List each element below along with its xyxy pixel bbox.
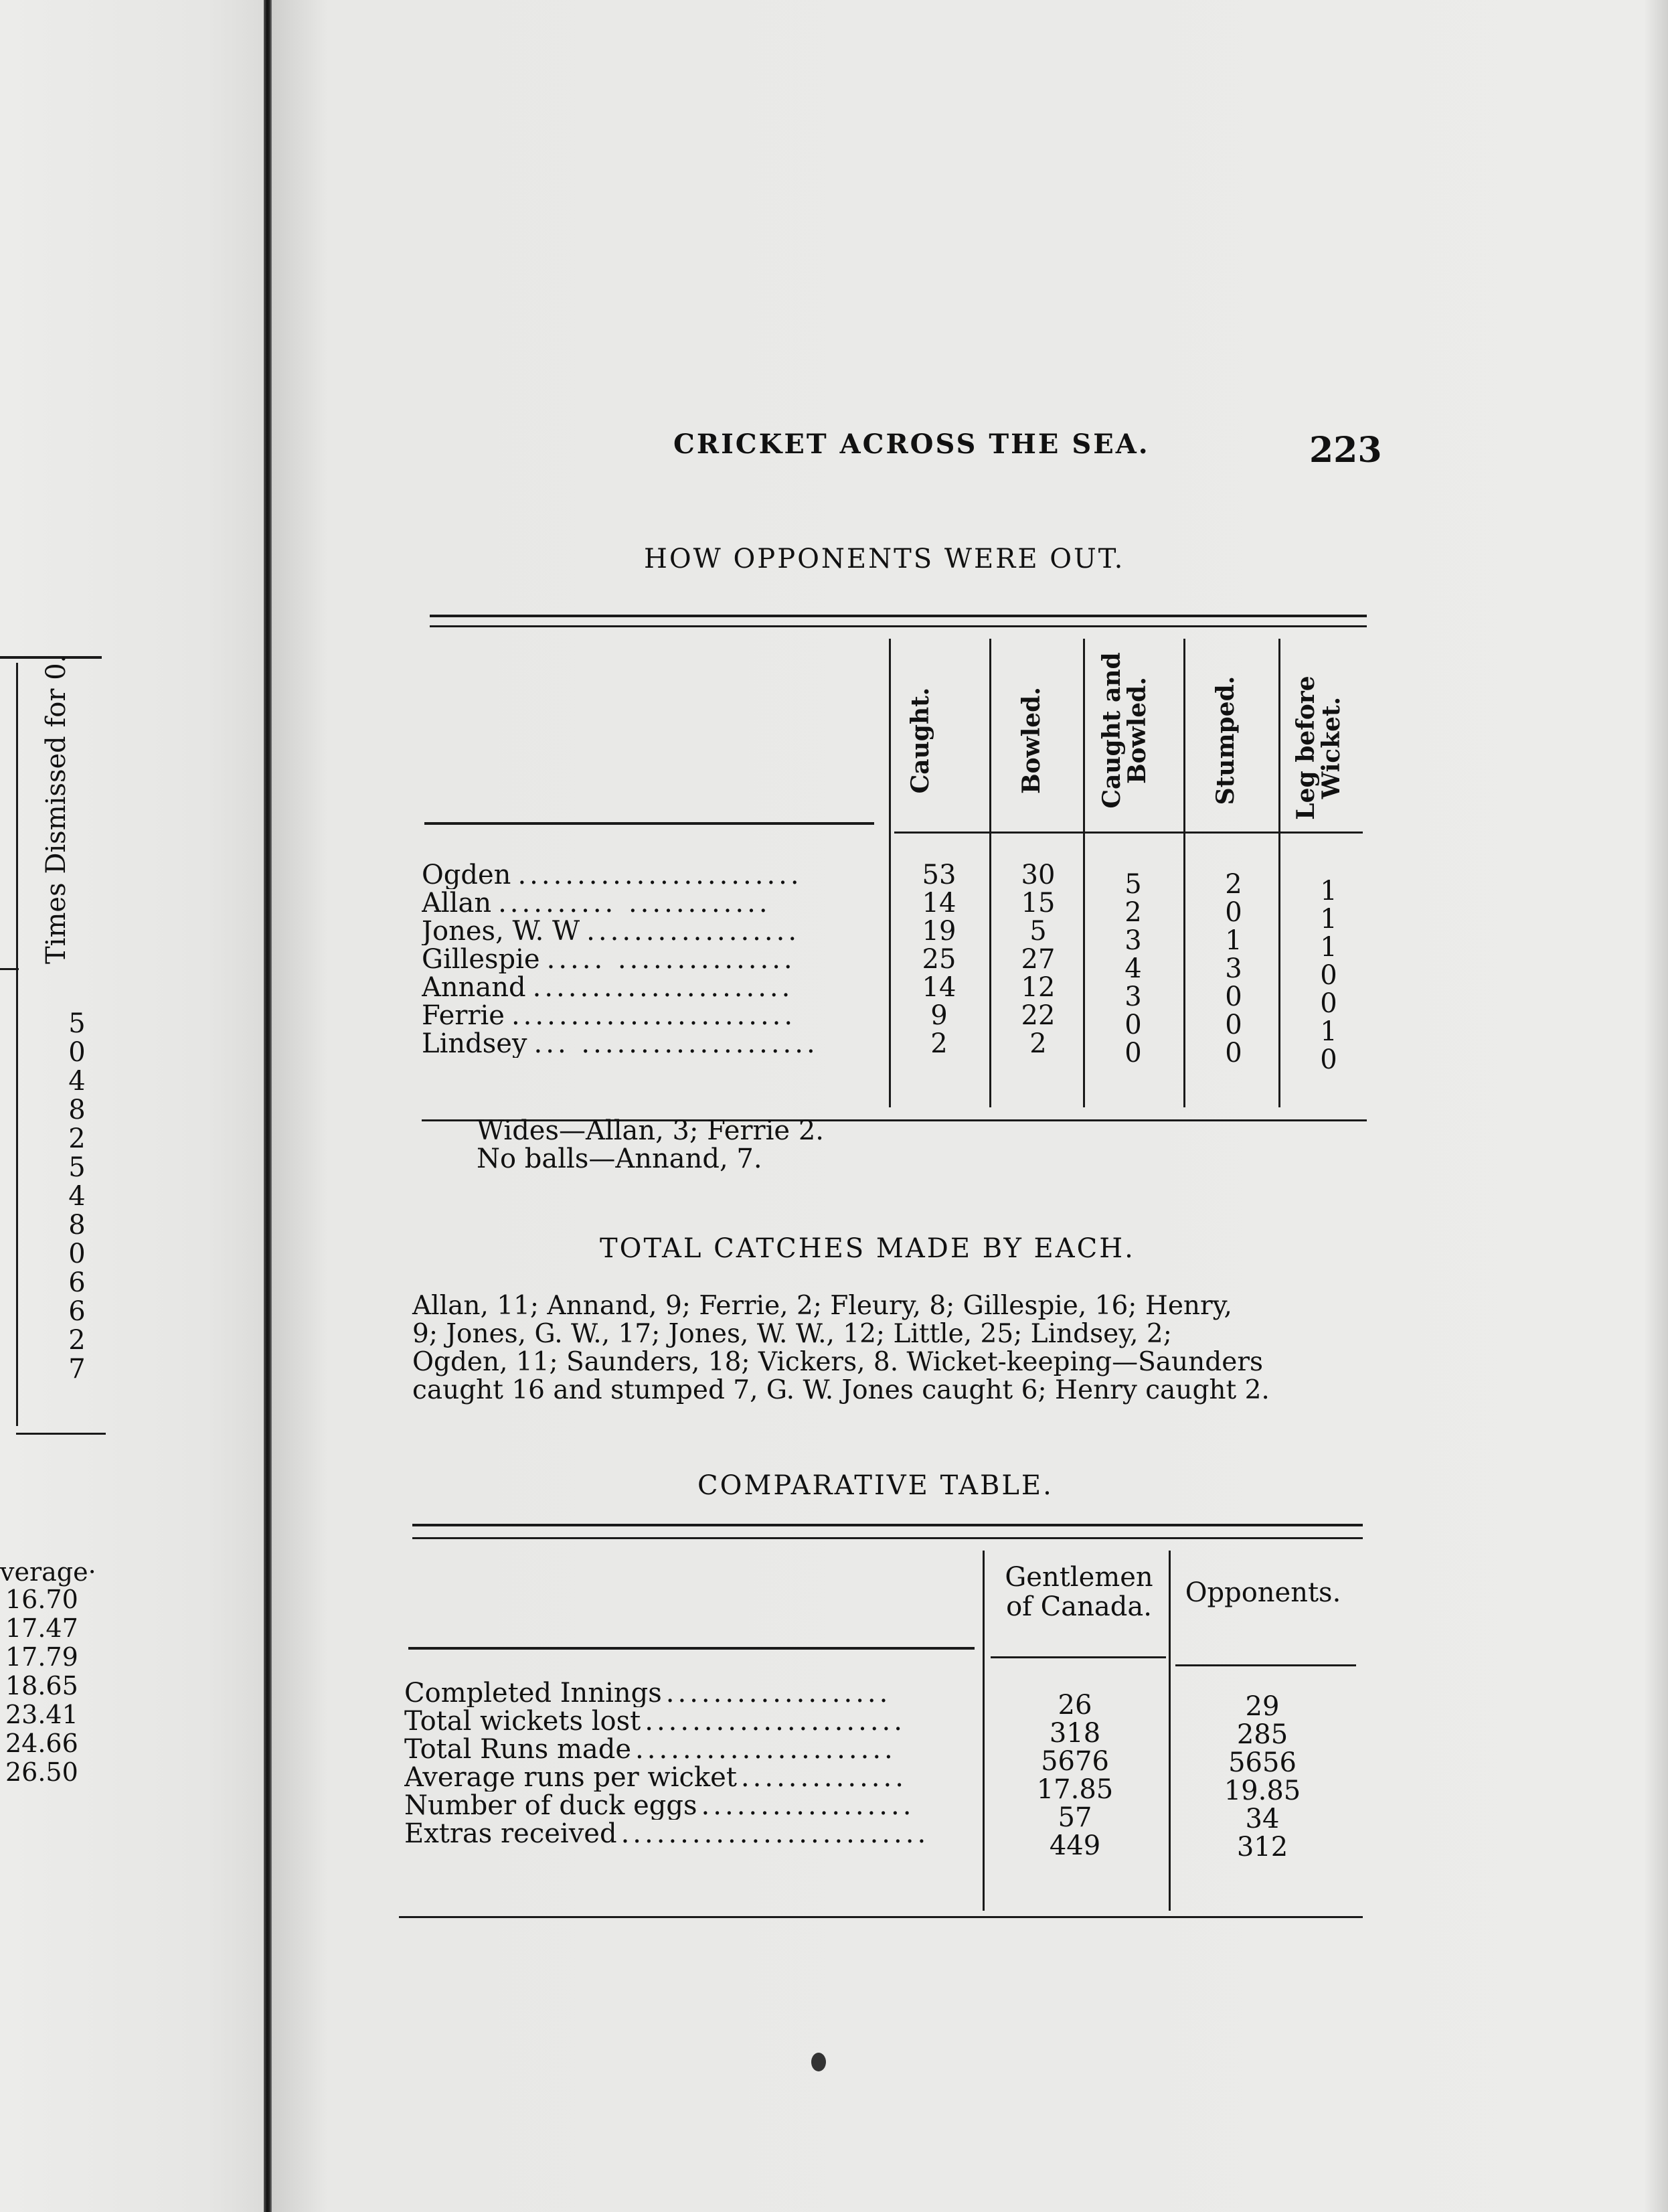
how-out-value: 0: [1320, 960, 1337, 991]
page-number: 223: [1309, 430, 1382, 471]
left-table-bottom-rule: [16, 1433, 106, 1435]
how-out-value: 4: [1124, 953, 1142, 984]
comparative-row: [404, 1763, 980, 1792]
catches-line: 9; Jones, G. W., 17; Jones, W. W., 12; Little, 25; Lindsey, 2;: [412, 1319, 1172, 1349]
comparative-label: Number of duck eggs: [404, 1792, 697, 1820]
how-out-value: 0: [1225, 897, 1242, 928]
player-row: [422, 973, 884, 1002]
how-out-value: 5: [1029, 916, 1047, 947]
player-name: Gillespie: [422, 945, 540, 973]
comparative-col-header-rule: [991, 1656, 1166, 1658]
times-dismissed-value: 8: [68, 1095, 86, 1125]
average-value: 16.70: [5, 1585, 78, 1614]
col-header-gentlemen-label: Gentlemen of Canada.: [1005, 1562, 1153, 1622]
how-out-column: [1190, 870, 1277, 1067]
book-spine: [264, 0, 272, 2212]
times-dismissed-value: 2: [68, 1123, 86, 1154]
opponents-value: 312: [1236, 1832, 1288, 1863]
leader-dots: ..........................: [620, 1820, 930, 1848]
leader-dots: ......................: [635, 1735, 896, 1763]
header-leg-before-wicket: [1293, 664, 1344, 832]
comparative-label: Average runs per wicket: [404, 1763, 737, 1792]
comparative-row: [404, 1707, 980, 1735]
player-row: [422, 917, 884, 945]
times-dismissed-header: [41, 654, 72, 964]
player-row: [422, 945, 884, 973]
average-value: 17.47: [5, 1613, 78, 1643]
how-out-value: 22: [1021, 1000, 1056, 1031]
col-header-opponents: [1179, 1577, 1347, 1608]
how-out-top-rule-2: [430, 625, 1367, 627]
page-edge: [1644, 0, 1668, 2212]
leader-dots: ...................: [665, 1679, 892, 1707]
gentlemen-value: 5676: [1041, 1746, 1109, 1777]
how-out-column: [896, 861, 983, 1058]
how-out-column: [1090, 870, 1177, 1067]
times-dismissed-value: 6: [68, 1296, 86, 1327]
times-dismissed-label: Times Dismissed for 0.: [41, 654, 72, 964]
header-bowled-label: Bowled.: [1017, 687, 1046, 794]
how-out-col-divider: [889, 639, 891, 1107]
header-caught-and-bowled: [1099, 633, 1150, 827]
how-out-value: 1: [1320, 904, 1337, 935]
opponents-value: 5656: [1228, 1747, 1297, 1778]
average-label: verage·: [0, 1557, 96, 1587]
comparative-bottom-rule: [399, 1916, 1363, 1918]
gentlemen-value: 17.85: [1036, 1774, 1114, 1805]
gentlemen-value: 57: [1058, 1802, 1092, 1833]
header-stumped: [1213, 660, 1238, 821]
player-name: Annand: [422, 973, 526, 1002]
comparative-row: [404, 1679, 980, 1707]
comparative-row: [404, 1820, 980, 1848]
times-dismissed-value: 5: [68, 1152, 86, 1183]
player-name: Lindsey: [422, 1030, 527, 1058]
col-header-opponents-label: Opponents.: [1185, 1577, 1341, 1608]
gentlemen-value: 449: [1049, 1830, 1101, 1861]
leader-dots: ......................: [532, 973, 794, 1002]
how-out-value: 53: [922, 860, 956, 890]
comparative-row: [404, 1792, 980, 1820]
how-out-value: 2: [1124, 897, 1142, 928]
how-out-col-divider: [1278, 639, 1280, 1107]
catches-line: Ogden, 11; Saunders, 18; Vickers, 8. Wicket-keeping—Saunders: [412, 1347, 1263, 1377]
header-leg-before-wicket-label: Leg before Wicket.: [1292, 676, 1345, 820]
average-value: 18.65: [5, 1671, 78, 1701]
leader-dots: ........................: [511, 1002, 797, 1030]
catches-line: caught 16 and stumped 7, G. W. Jones caught 6; Henry caught 2.: [412, 1375, 1270, 1405]
how-out-notes: [477, 1117, 824, 1173]
comparative-label-header-rule: [408, 1647, 975, 1650]
note-line: Wides—Allan, 3; Ferrie 2.: [477, 1115, 824, 1146]
header-caught-and-bowled-label: Caught and Bowled.: [1098, 652, 1151, 809]
how-out-value: 1: [1320, 1016, 1337, 1047]
average-value: 26.50: [5, 1757, 78, 1787]
how-out-value: 1: [1320, 932, 1337, 963]
right-page: [272, 0, 1668, 2212]
how-out-value: 1: [1320, 876, 1337, 906]
player-name: Allan: [422, 889, 492, 917]
col-header-gentlemen: [997, 1563, 1161, 1622]
leader-dots: ......................: [645, 1707, 906, 1735]
note-line: No balls—Annand, 7.: [477, 1143, 762, 1174]
average-value: 17.79: [5, 1642, 78, 1672]
how-out-value: 0: [1320, 988, 1337, 1019]
how-out-top-rule-1: [430, 615, 1367, 617]
how-out-value: 3: [1124, 925, 1142, 956]
how-out-col-divider: [1183, 639, 1185, 1107]
header-bowled: [1019, 660, 1044, 821]
header-caught: [908, 660, 933, 821]
comparative-labels: [404, 1679, 980, 1848]
player-row: [422, 1030, 884, 1058]
comparative-label: Completed Innings: [404, 1679, 662, 1707]
average-values: [5, 1585, 78, 1787]
comparative-title: COMPARATIVE TABLE.: [697, 1470, 1054, 1501]
times-dismissed-values: [60, 1010, 94, 1384]
times-dismissed-value: 5: [68, 1008, 86, 1039]
times-dismissed-value: 6: [68, 1267, 86, 1298]
leader-dots: .......... ............: [498, 889, 771, 917]
left-table-side-rule: [16, 663, 18, 1426]
times-dismissed-value: 2: [68, 1325, 86, 1356]
header-caught-label: Caught.: [906, 687, 934, 794]
header-stumped-label: Stumped.: [1212, 676, 1240, 805]
player-row: [422, 1002, 884, 1030]
how-out-value: 19: [922, 916, 956, 947]
how-out-value: 0: [1225, 1010, 1242, 1040]
comparative-col-divider: [983, 1551, 985, 1911]
comparative-label: Extras received: [404, 1820, 617, 1848]
how-out-column: [1285, 877, 1372, 1074]
how-out-col-divider: [989, 639, 991, 1107]
how-out-value: 2: [1029, 1028, 1047, 1059]
comparative-label: Total Runs made: [404, 1735, 632, 1763]
how-out-value: 3: [1225, 953, 1242, 984]
comparative-col-header-rule: [1175, 1664, 1356, 1666]
how-out-col-header-rule: [894, 832, 1363, 834]
how-out-value: 0: [1320, 1044, 1337, 1075]
opponents-value: 19.85: [1224, 1775, 1301, 1806]
comparative-label: Total wickets lost: [404, 1707, 641, 1735]
comparative-gentlemen-values: [988, 1691, 1162, 1860]
times-dismissed-value: 4: [68, 1181, 86, 1212]
leader-dots: ..............: [740, 1763, 907, 1792]
leader-dots: ..................: [586, 917, 801, 945]
times-dismissed-value: 7: [68, 1354, 86, 1385]
catches-line: Allan, 11; Annand, 9; Ferrie, 2; Fleury, 8; Gillespie, 16; Henry,: [412, 1291, 1232, 1321]
times-dismissed-value: 0: [68, 1037, 86, 1068]
how-out-column: [995, 861, 1082, 1058]
how-out-value: 5: [1124, 869, 1142, 900]
times-dismissed-value: 8: [68, 1210, 86, 1241]
catches-title: TOTAL CATCHES MADE BY EACH.: [600, 1233, 1135, 1264]
comparative-opponents-values: [1175, 1692, 1349, 1861]
how-out-value: 1: [1225, 925, 1242, 956]
how-out-value: 14: [922, 972, 956, 1003]
comparative-col-divider: [1169, 1551, 1171, 1911]
how-out-value: 27: [1021, 944, 1056, 975]
how-out-value: 30: [1021, 860, 1056, 890]
how-out-value: 15: [1021, 888, 1056, 919]
player-name: Ogden: [422, 861, 511, 889]
average-value: 23.41: [5, 1700, 78, 1729]
how-out-value: 0: [1124, 1038, 1142, 1069]
how-out-col-divider: [1083, 639, 1085, 1107]
leader-dots: ..................: [701, 1792, 915, 1820]
how-out-value: 0: [1124, 1010, 1142, 1040]
ink-blot: [811, 2053, 826, 2071]
comparative-top-rule-1: [412, 1524, 1363, 1526]
comparative-row: [404, 1735, 980, 1763]
player-row: [422, 889, 884, 917]
how-out-value: 12: [1021, 972, 1056, 1003]
how-out-value: 0: [1225, 981, 1242, 1012]
how-out-value: 25: [922, 944, 956, 975]
how-out-value: 2: [1225, 869, 1242, 900]
how-out-title: HOW OPPONENTS WERE OUT.: [644, 544, 1125, 574]
left-page: [0, 0, 295, 2212]
average-value: 24.66: [5, 1729, 78, 1758]
opponents-value: 285: [1236, 1719, 1288, 1750]
gentlemen-value: 318: [1049, 1718, 1101, 1749]
catches-paragraph: [412, 1292, 1363, 1405]
running-title: CRICKET ACROSS THE SEA.: [673, 428, 1150, 460]
how-out-value: 2: [930, 1028, 948, 1059]
how-out-value: 9: [930, 1000, 948, 1031]
how-out-names: [422, 861, 884, 1058]
player-row: [422, 861, 884, 889]
how-out-value: 0: [1225, 1038, 1242, 1069]
how-out-value: 14: [922, 888, 956, 919]
gentlemen-value: 26: [1058, 1690, 1092, 1721]
how-out-value: 3: [1124, 981, 1142, 1012]
leader-dots: ... ....................: [533, 1030, 819, 1058]
how-out-name-header-rule: [424, 822, 874, 825]
player-name: Ferrie: [422, 1002, 505, 1030]
left-table-header-rule: [0, 968, 19, 970]
leader-dots: ........................: [517, 861, 803, 889]
player-name: Jones, W. W: [422, 917, 580, 945]
times-dismissed-value: 4: [68, 1066, 86, 1097]
opponents-value: 34: [1245, 1804, 1280, 1834]
comparative-top-rule-2: [412, 1537, 1363, 1539]
opponents-value: 29: [1245, 1691, 1280, 1722]
leader-dots: ..... ...............: [546, 945, 796, 973]
times-dismissed-value: 0: [68, 1239, 86, 1269]
